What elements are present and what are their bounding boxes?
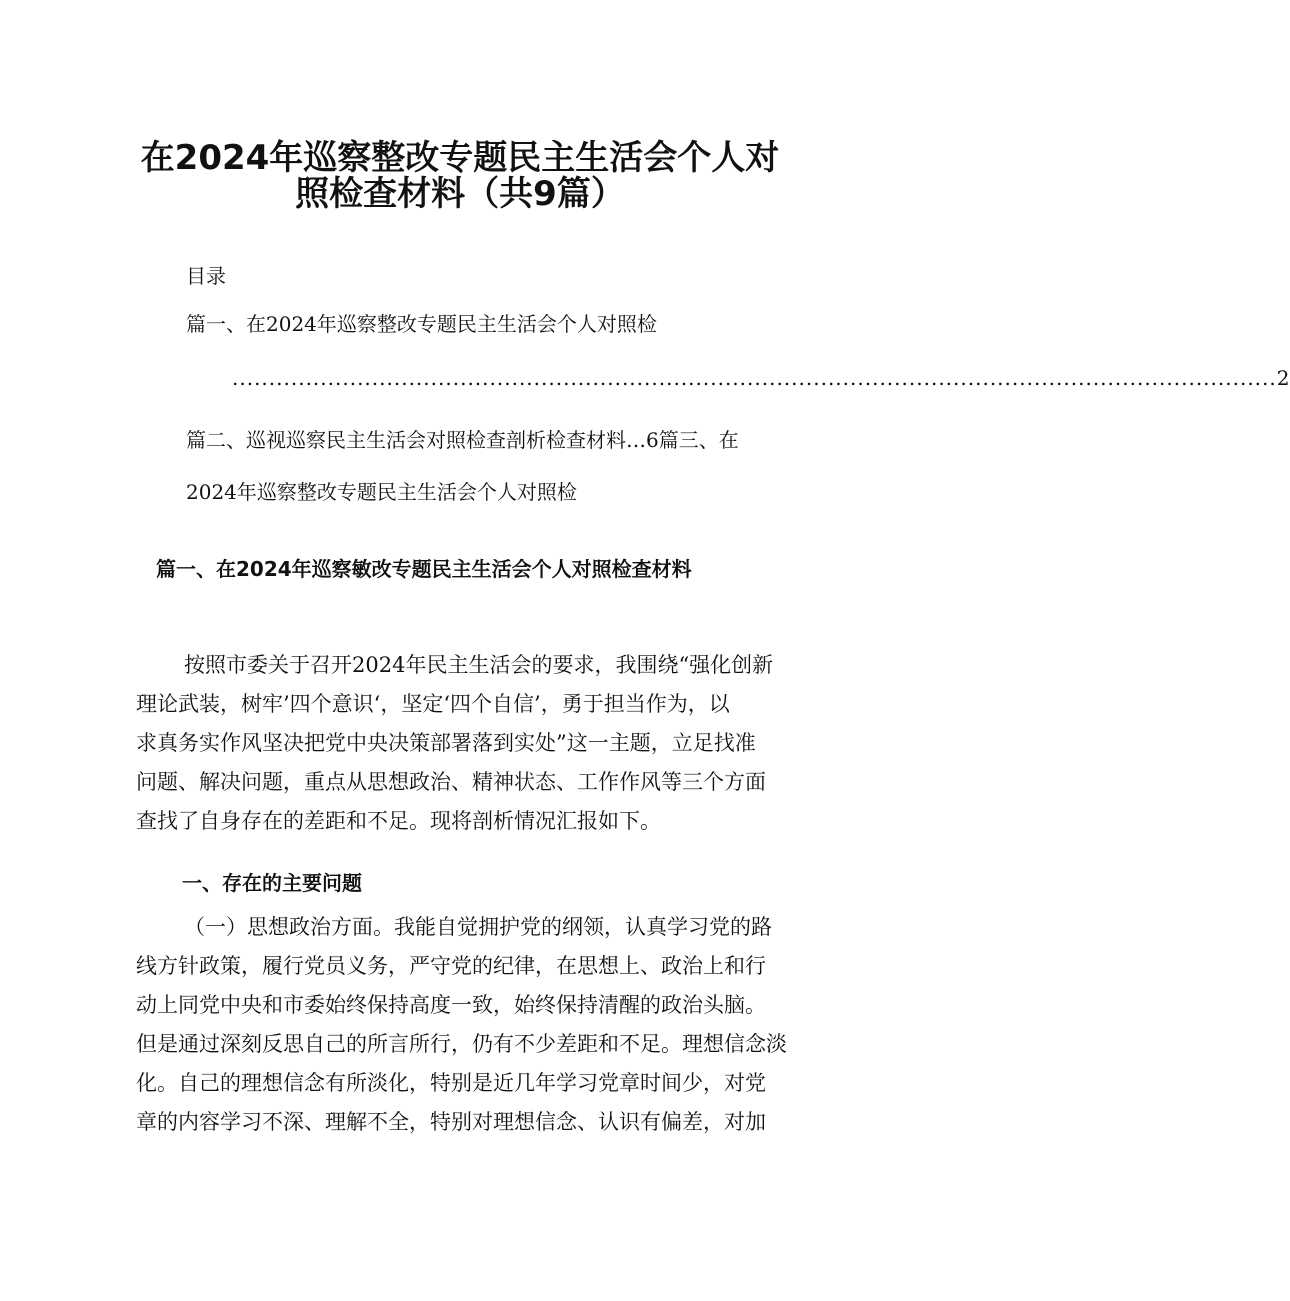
paragraph-line: 化。自己的理想信念有所淡化，特别是近几年学习党章时间少，对党 <box>136 1071 766 1095</box>
section-title: 篇一、在2024年巡察敏改专题民主生活会个人对照检查材料 <box>156 557 692 581</box>
toc-item-1-leader <box>232 364 1290 392</box>
paragraph-line: 线方针政策，履行党员义务，严守党的纪律，在思想上、政治上和行 <box>136 954 766 978</box>
toc-heading: 目录 <box>186 264 226 288</box>
document-title-line-1: 在2024年巡察整改专题民主生活会个人对 <box>140 138 780 178</box>
paragraph-line: 章的内容学习不深、理解不全，特别对理想信念、认识有偏差，对加 <box>136 1110 766 1134</box>
paragraph-line: 理论武装，树牢’四个意识‘，坚定‘四个自信’，勇于担当作为，以 <box>136 692 730 716</box>
body-paragraph <box>136 908 792 1142</box>
paragraph-line: （一）思想政治方面。我能自觉拥护党的纲领，认真学习党的路 <box>184 915 772 939</box>
paragraph-line: 但是通过深刻反思自己的所言所行，仍有不少差距和不足。理想信念淡 <box>136 1032 787 1056</box>
paragraph-line: 查找了自身存在的差距和不足。现将剖析情况汇报如下。 <box>136 809 661 833</box>
document-title-line-2: 照检查材料（共9篇） <box>295 174 625 214</box>
toc-item-3[interactable]: 2024年巡察整改专题民主生活会个人对照检 <box>186 480 577 504</box>
toc-dot-leader: .............................................................................................................................................. <box>232 366 1277 390</box>
toc-item-1-page: 2 <box>1276 366 1290 390</box>
toc-item-2[interactable]: 篇二、巡视巡察民主生活会对照检查剖析检查材料…6篇三、在 <box>186 428 739 452</box>
paragraph-line: 动上同党中央和市委始终保持高度一致，始终保持清醒的政治头脑。 <box>136 993 766 1017</box>
paragraph-line: 求真务实作风坚决把党中央决策部署落到实处”这一主题，立足找准 <box>136 731 756 755</box>
paragraph-line: 按照市委关于召开2024年民主生活会的要求，我围绕“强化创新 <box>184 653 774 677</box>
intro-paragraph <box>136 646 792 841</box>
subheading: 一、存在的主要问题 <box>182 871 362 895</box>
paragraph-line: 问题、解决问题，重点从思想政治、精神状态、工作作风等三个方面 <box>136 770 766 794</box>
toc-item-1[interactable]: 篇一、在2024年巡察整改专题民主生活会个人对照检 <box>186 312 657 336</box>
